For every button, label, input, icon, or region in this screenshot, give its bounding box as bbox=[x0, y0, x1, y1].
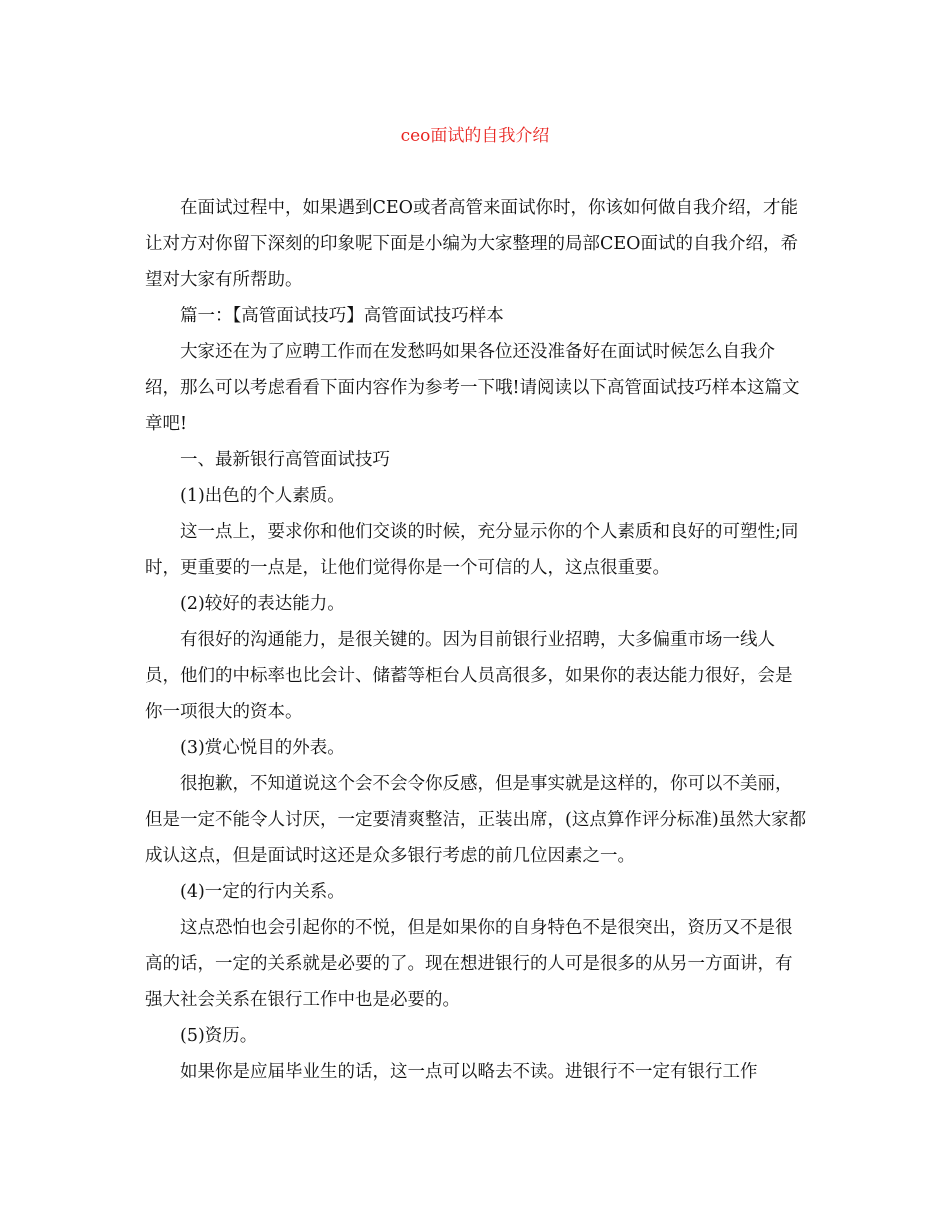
paragraph-point-5-heading: (5)资历。 bbox=[180, 1026, 258, 1046]
document-title: ceo面试的自我介绍 bbox=[400, 126, 550, 146]
paragraph-intro: 在面试过程中，如果遇到CEO或者高管来面试你时，你该如何做自我介绍，才能让对方对你留下深刻的印象呢下面是小编为大家整理的局部CEO面试的自我介绍，希望对大家有所帮助。 bbox=[145, 198, 799, 290]
paragraph-point-2-heading: (2)较好的表达能力。 bbox=[180, 594, 345, 614]
document-body bbox=[145, 190, 809, 1090]
paragraph-point-3-heading: (3)赏心悦目的外表。 bbox=[180, 738, 345, 758]
paragraph-point-1-heading: (1)出色的个人素质。 bbox=[180, 486, 345, 506]
paragraph-point-1-body: 这一点上，要求你和他们交谈的时候，充分显示你的个人素质和良好的可塑性;同时，更重要的一点是，让他们觉得你是一个可信的人，这点很重要。 bbox=[145, 522, 799, 578]
paragraph-point-4-heading: (4)一定的行内关系。 bbox=[180, 882, 345, 902]
paragraph-subheading: 一、最新银行高管面试技巧 bbox=[180, 450, 390, 470]
paragraph-point-5-body: 如果你是应届毕业生的话，这一点可以略去不读。进银行不一定有银行工作 bbox=[180, 1062, 758, 1082]
paragraph-point-4-body: 这点恐怕也会引起你的不悦，但是如果你的自身特色不是很突出，资历又不是很高的话，一定的关系就是必要的了。现在想进银行的人可是很多的从另一方面讲，有强大社会关系在银行工作中也是必要的。 bbox=[145, 918, 793, 1010]
paragraph-point-2-body: 有很好的沟通能力，是很关键的。因为目前银行业招聘，大多偏重市场一线人员，他们的中标率也比会计、储蓄等柜台人员高很多，如果你的表达能力很好，会是你一项很大的资本。 bbox=[145, 630, 793, 722]
paragraph-section-heading: 篇一：【高管面试技巧】高管面试技巧样本 bbox=[180, 306, 504, 326]
paragraph-point-3-body: 很抱歉，不知道说这个会不会令你反感，但是事实就是这样的，你可以不美丽，但是一定不能令人讨厌，一定要清爽整洁，正装出席，(这点算作评分标准)虽然大家都成认这点，但是面试时这还是众多银行考虑的前几位因素之一。 bbox=[145, 774, 807, 866]
paragraph-section-intro: 大家还在为了应聘工作而在发愁吗如果各位还没准备好在面试时候怎么自我介绍，那么可以考虑看看下面内容作为参考一下哦!请阅读以下高管面试技巧样本这篇文章吧! bbox=[145, 342, 800, 434]
